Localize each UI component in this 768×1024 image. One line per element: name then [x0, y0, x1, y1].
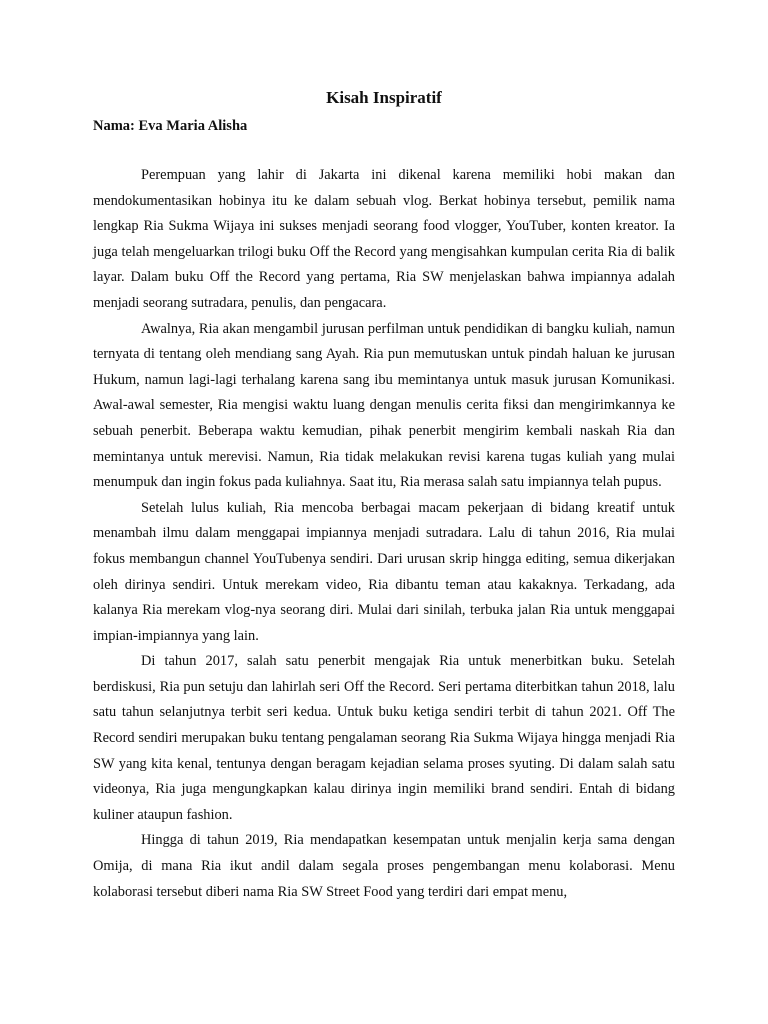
author-line: Nama: Eva Maria Alisha [93, 118, 248, 134]
paragraph-1: Perempuan yang lahir di Jakarta ini dikenal karena memiliki hobi makan dan mendokumentasikan hobinya itu ke dalam sebuah vlog. Berkat hobinya tersebut, pemilik nama lengkap Ria Sukma Wijaya ini sukses menjadi seorang food vlogger, YouTuber, konten kreator. Ia juga telah mengeluarkan trilogi buku Off the Record yang mengisahkan kumpulan cerita Ria di balik layar. Dalam buku Off the Record yang pertama, Ria SW menjelaskan bahwa impiannya adalah menjadi seorang sutradara, penulis, dan pengacara. [93, 167, 675, 311]
paragraph-4: Di tahun 2017, salah satu penerbit mengajak Ria untuk menerbitkan buku. Setelah berdiskusi, Ria pun setuju dan lahirlah seri Off the Record. Seri pertama diterbitkan tahun 2018, lalu satu tahun selanjutnya terbit seri kedua. Untuk buku ketiga sendiri terbit di tahun 2021. Off The Record sendiri merupakan buku tentang pengalaman seorang Ria Sukma Wijaya hingga menjadi Ria SW yang kita kenal, tentunya dengan beragam kejadian selama proses syuting. Di dalam salah satu videonya, Ria juga mengungkapkan kalau dirinya ingin memiliki brand sendiri. Entah di bidang kuliner ataupun fashion. [93, 653, 675, 823]
document-title: Kisah Inspiratif [326, 88, 442, 107]
paragraph-2: Awalnya, Ria akan mengambil jurusan perfilman untuk pendidikan di bangku kuliah, namun ternyata di tentang oleh mendiang sang Ayah. Ria pun memutuskan untuk pindah haluan ke jurusan Hukum, namun lagi-lagi terhalang karena sang ibu memintanya untuk masuk jurusan Komunikasi. Awal-awal semester, Ria mengisi waktu luang dengan menulis cerita fiksi dan mengirimkannya ke sebuah penerbit. Beberapa waktu kemudian, pihak penerbit mengirim kembali naskah Ria dan memintanya untuk merevisi. Namun, Ria tidak melakukan revisi karena tugas kuliah yang mulai menumpuk dan ingin fokus pada kuliahnya. Saat itu, Ria merasa salah satu impiannya telah pupus. [93, 320, 675, 491]
paragraph-3: Setelah lulus kuliah, Ria mencoba berbagai macam pekerjaan di bidang kreatif untuk menambah ilmu dalam menggapai impiannya menjadi sutradara. Lalu di tahun 2016, Ria mulai fokus membangun channel YouTubenya sendiri. Dari urusan skrip hingga editing, semua dikerjakan oleh dirinya sendiri. Untuk merekam video, Ria dibantu teman atau kakaknya. Terkadang, ada kalanya Ria merekam vlog-nya seorang diri. Mulai dari sinilah, terbuka jalan Ria untuk menggapai impian-impiannya yang lain. [93, 499, 675, 644]
paragraph-5: Hingga di tahun 2019, Ria mendapatkan kesempatan untuk menjalin kerja sama dengan Omija, di mana Ria ikut andil dalam segala proses pengembangan menu kolaborasi. Menu kolaborasi tersebut diberi nama Ria SW Street Food yang terdiri dari empat menu, [93, 832, 675, 900]
document-body [93, 163, 675, 905]
